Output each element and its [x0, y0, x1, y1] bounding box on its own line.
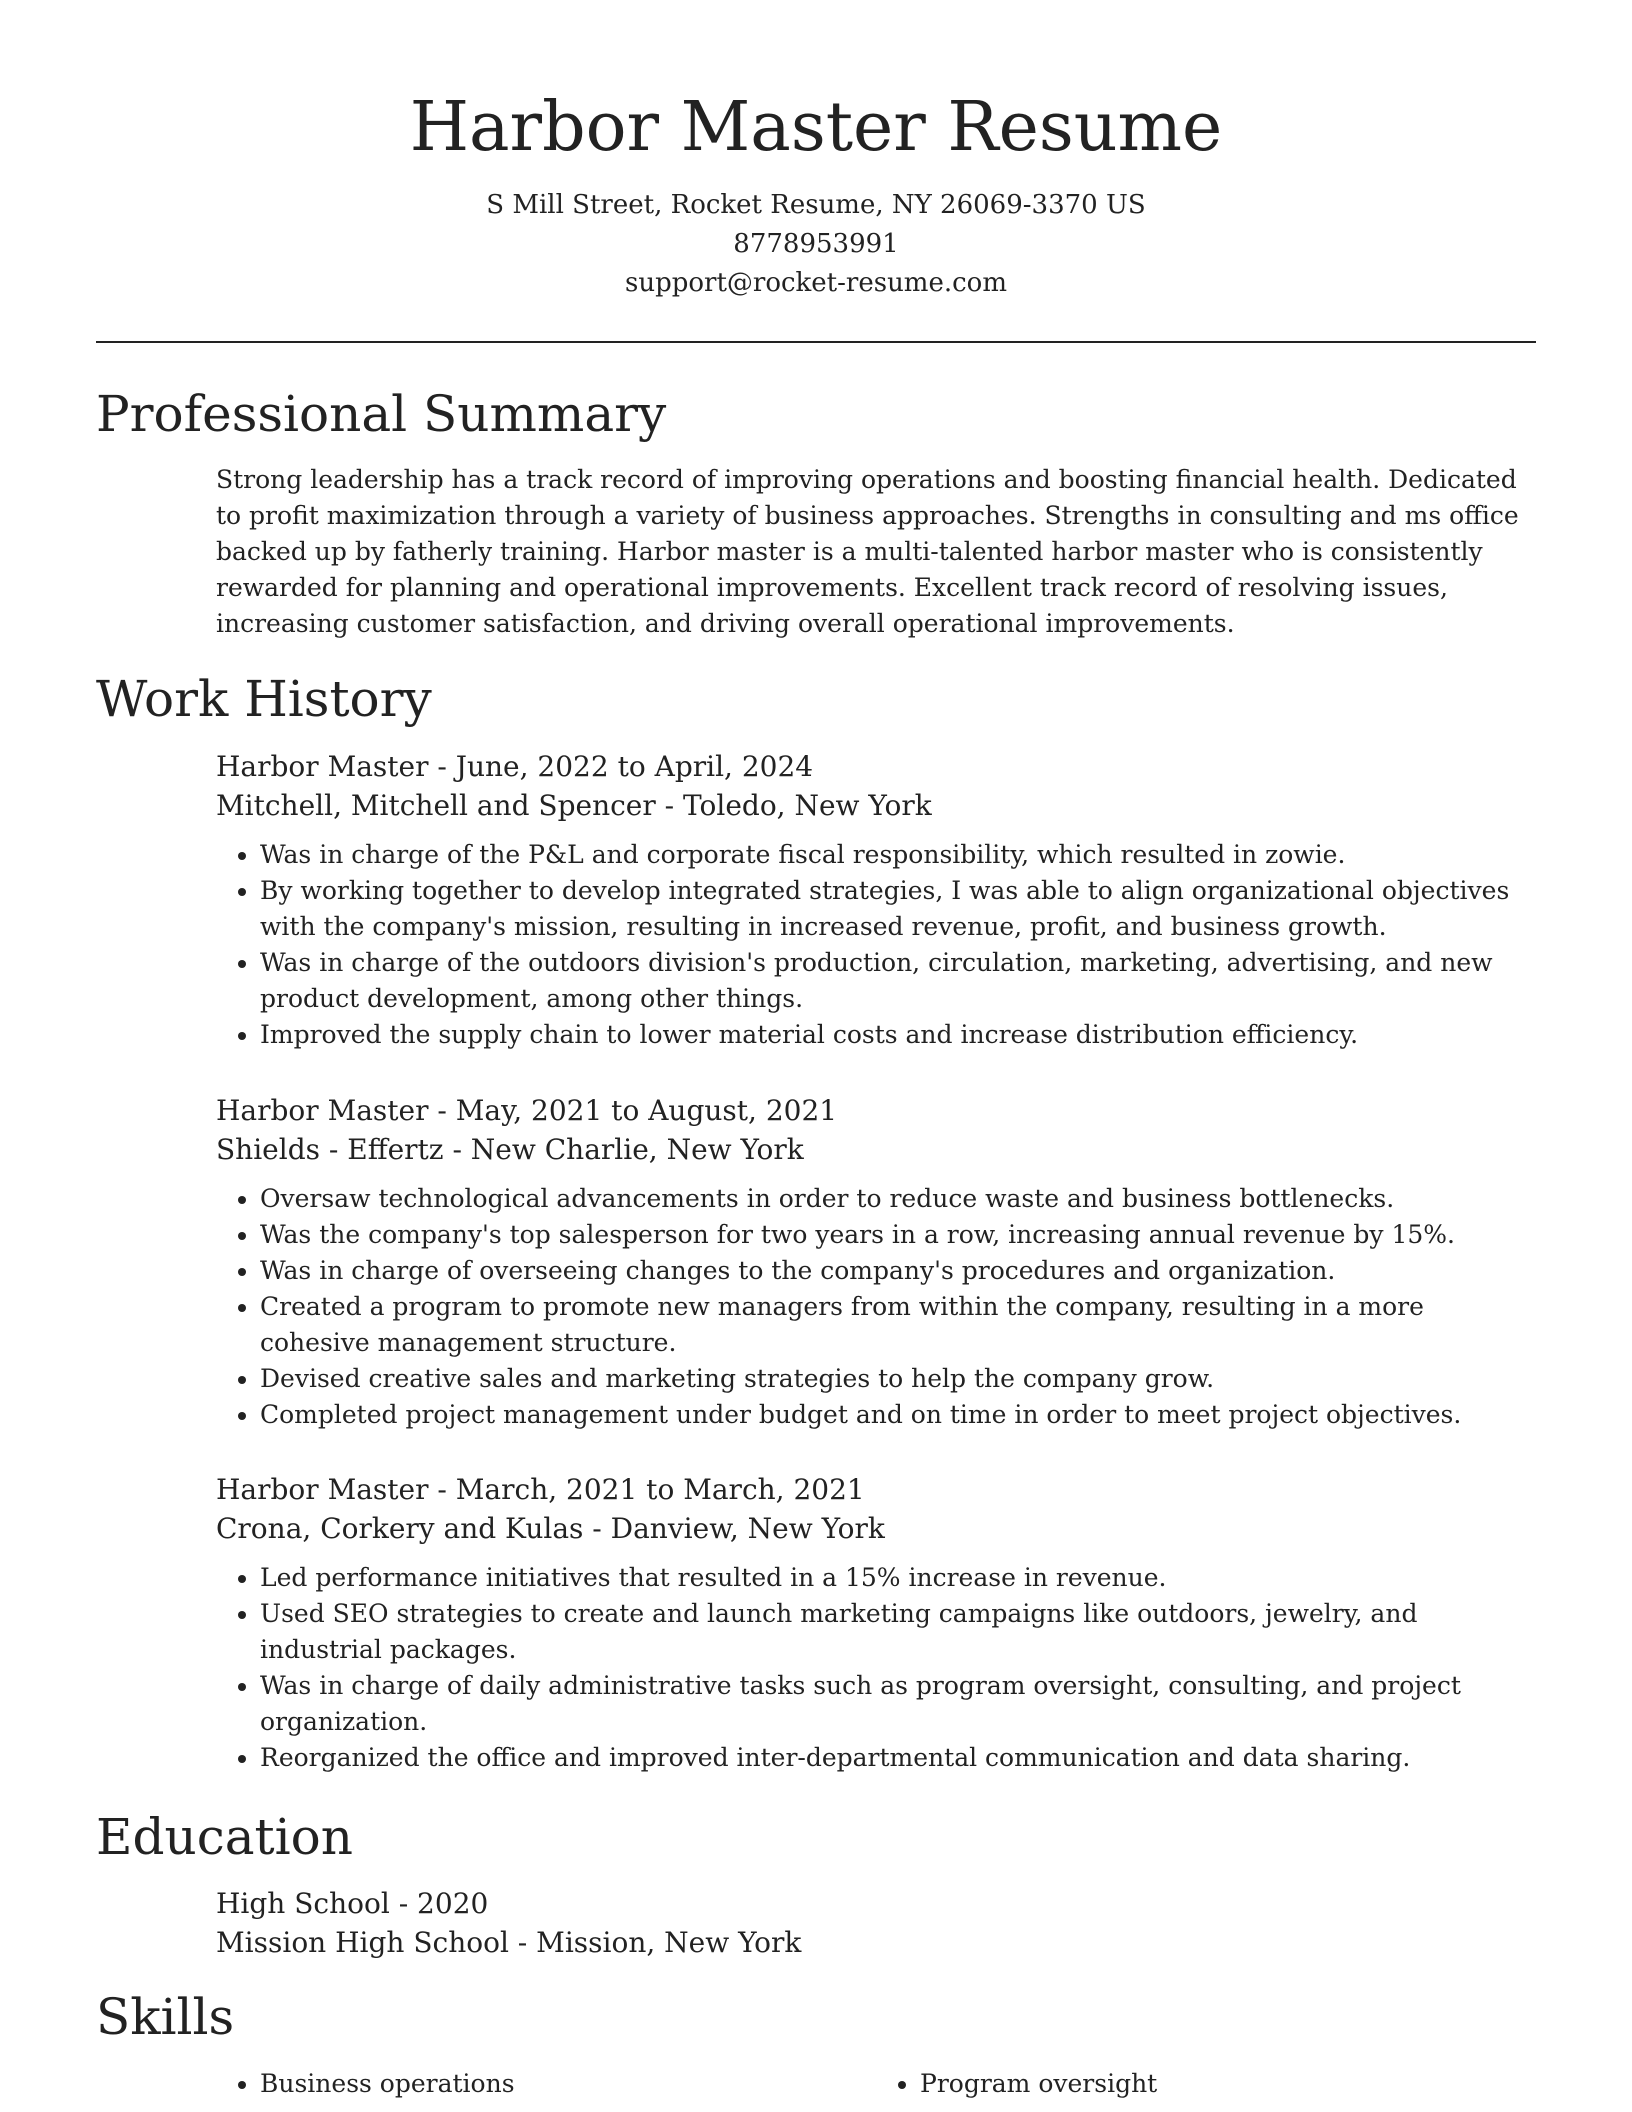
company-location: - Danview, New York: [583, 1512, 885, 1545]
job-entry: [216, 1091, 1536, 1433]
resume-header: [96, 80, 1536, 303]
job-entry: [216, 1470, 1536, 1776]
company-location: - Toledo, New York: [655, 789, 932, 822]
school-location: - Mission, New York: [508, 1926, 802, 1959]
job-title-line: Harbor Master - May, 2021 to August, 2021: [216, 1094, 838, 1127]
list-item: • Was in charge of the outdoors division's production, circulation, marketing, advertising, and new product development, among other things.: [260, 945, 1536, 1017]
skills-heading: Skills: [96, 1988, 235, 2046]
skills-column-right: [876, 2066, 1536, 2102]
email: support@rocket-resume.com: [624, 268, 1007, 298]
school-name: Mission High School: [216, 1926, 509, 1959]
list-item: • Completed project management under budget and on time in order to meet project objectives.: [260, 1397, 1536, 1433]
job-title-line: Harbor Master - June, 2022 to April, 2024: [216, 750, 814, 783]
list-item: • Business operations: [260, 2066, 876, 2102]
list-item: • Program oversight: [920, 2066, 1536, 2102]
company-name: Shields - Effertz: [216, 1133, 444, 1166]
summary-text: Strong leadership has a track record of improving operations and boosting financial health. Dedicated to profit maximization through a variety of business approaches. Strengths in consulting and ms office backed up by fatherly training. Harbor master is a multi-talented harbor master who is consistently rewarded for planning and operational improvements. Excellent track record of resolving issues, increasing customer satisfaction, and driving overall operational improvements.: [216, 465, 1519, 638]
job-company-line: [216, 1130, 1536, 1169]
job-bullets: [216, 837, 1536, 1053]
company-location: - New Charlie, New York: [443, 1133, 804, 1166]
company-name: Crona, Corkery and Kulas: [216, 1512, 584, 1545]
list-item: • Created a program to promote new managers from within the company, resulting in a more cohesive management structure.: [260, 1289, 1536, 1361]
work-history-heading: Work History: [96, 670, 432, 728]
list-item: • Was in charge of overseeing changes to the company's procedures and organization.: [260, 1253, 1536, 1289]
company-name: Mitchell, Mitchell and Spencer: [216, 789, 656, 822]
education-heading: Education: [96, 1808, 353, 1866]
list-item: • By working together to develop integrated strategies, I was able to align organizational objectives with the company's mission, resulting in increased revenue, profit, and business growth.: [260, 873, 1536, 945]
summary-heading: Professional Summary: [96, 385, 667, 443]
degree-line: High School - 2020: [216, 1887, 489, 1920]
list-item: • Led performance initiatives that resulted in a 15% increase in revenue.: [260, 1560, 1536, 1596]
list-item: • Reorganized the office and improved inter-departmental communication and data sharing.: [260, 1740, 1536, 1776]
list-item: • Used SEO strategies to create and launch marketing campaigns like outdoors, jewelry, and industrial packages.: [260, 1596, 1536, 1668]
list-item: • Devised creative sales and marketing strategies to help the company grow.: [260, 1361, 1536, 1397]
skills-column-left: [216, 2066, 876, 2102]
list-item: • Improved the supply chain to lower material costs and increase distribution efficiency.: [260, 1017, 1536, 1053]
phone: 8778953991: [733, 229, 899, 259]
address: S Mill Street, Rocket Resume, NY 26069-3370 US: [486, 190, 1146, 220]
resume-title: Harbor Master Resume: [409, 88, 1223, 167]
list-item: • Oversaw technological advancements in order to reduce waste and business bottlenecks.: [260, 1181, 1536, 1217]
list-item: • Was in charge of daily administrative tasks such as program oversight, consulting, and project organization.: [260, 1668, 1536, 1740]
school-line: [216, 1923, 1536, 1962]
job-bullets: [216, 1181, 1536, 1433]
job-company-line: [216, 1509, 1536, 1548]
education-entry: [216, 1884, 1536, 1962]
job-bullets: [216, 1560, 1536, 1776]
job-title-line: Harbor Master - March, 2021 to March, 2021: [216, 1473, 865, 1506]
job-company-line: [216, 786, 1536, 825]
skills-list: [216, 2066, 1536, 2102]
list-item: • Was the company's top salesperson for two years in a row, increasing annual revenue by 15%.: [260, 1217, 1536, 1253]
list-item: • Was in charge of the P&L and corporate fiscal responsibility, which resulted in zowie.: [260, 837, 1536, 873]
job-entry: [216, 747, 1536, 1053]
header-divider: [96, 341, 1536, 343]
